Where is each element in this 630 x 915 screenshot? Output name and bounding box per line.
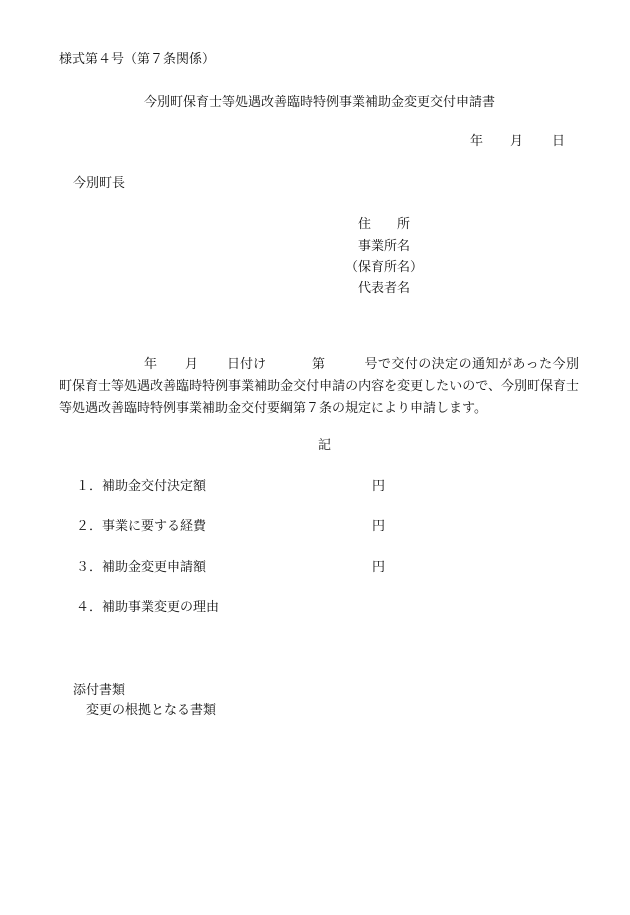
ki-heading: 記 (318, 438, 332, 453)
item-number: ２． (76, 519, 103, 534)
addressee: 今別町長 (73, 176, 126, 191)
item-row (76, 479, 386, 495)
address-label: 住 所 (358, 217, 411, 232)
attachments-heading: 添付書類 (73, 683, 126, 698)
item-row (76, 560, 386, 576)
item-number: ３． (76, 560, 103, 575)
body-text: 号で交付の決定の通知があった今別町保育士等処遇改善臨時特例事業補助金交付申請の内容を変更したいので、今別町保育士等処遇改善臨時特例事業補助金交付要綱第７条の規定により申請します。 (59, 357, 579, 416)
body-paragraph (59, 354, 579, 420)
document-title: 今別町保育士等処遇改善臨時特例事業補助金変更交付申請書 (144, 95, 496, 110)
item-unit: 円 (372, 519, 386, 534)
form-number: 様式第４号（第７条関係） (59, 52, 216, 67)
item-label: 補助事業変更の理由 (102, 600, 220, 615)
body-dai: 第 (312, 357, 326, 372)
date-month: 月 (510, 134, 524, 149)
item-unit: 円 (372, 479, 386, 494)
item-row (76, 519, 386, 535)
item-unit: 円 (372, 560, 386, 575)
representative-label: 代表者名 (358, 281, 411, 296)
body-year: 年 (144, 357, 158, 372)
nursery-name-label: （保育所名） (345, 260, 424, 275)
body-month: 月 (185, 357, 199, 372)
item-label: 事業に要する経費 (102, 519, 207, 534)
body-dated: 日付け (227, 357, 267, 372)
attachment-item: 変更の根拠となる書類 (86, 703, 217, 718)
date-year: 年 (470, 134, 484, 149)
item-label: 補助金交付決定額 (102, 479, 207, 494)
item-number: ４． (76, 600, 103, 615)
item-number: １． (76, 479, 103, 494)
item-label: 補助金変更申請額 (102, 560, 207, 575)
office-name-label: 事業所名 (358, 239, 411, 254)
item-row (76, 600, 219, 616)
date-day: 日 (552, 134, 566, 149)
